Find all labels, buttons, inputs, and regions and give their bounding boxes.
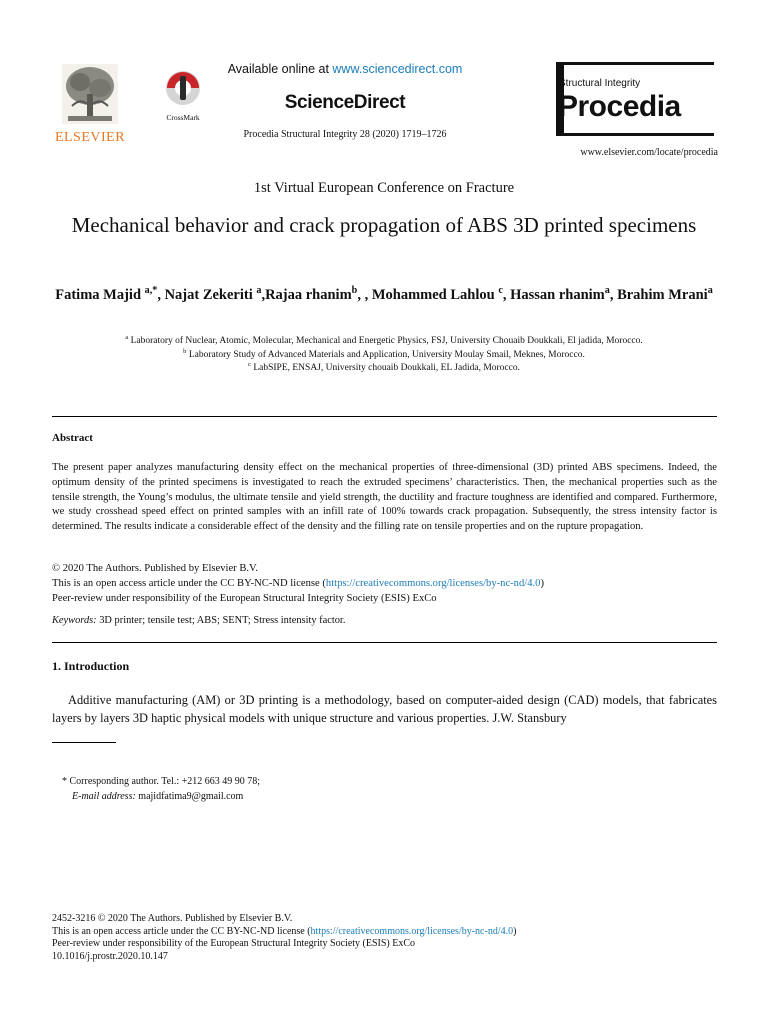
- copyright-line: © 2020 The Authors. Published by Elsevier B.V.: [52, 563, 258, 574]
- author: , Najat Zekeriti: [157, 287, 257, 303]
- author-sup: c: [498, 285, 503, 297]
- journal-url[interactable]: www.elsevier.com/locate/procedia: [580, 147, 718, 158]
- divider: [52, 642, 717, 643]
- issn-line: 2452-3216 © 2020 The Authors. Published by Elsevier B.V.: [52, 913, 293, 924]
- divider: [52, 416, 717, 417]
- crossmark-label: CrossMark: [166, 113, 200, 122]
- email-line: [62, 790, 662, 805]
- affiliations: [50, 335, 718, 376]
- license-prefix: This is an open access article under the CC BY-NC-ND license (: [52, 577, 326, 589]
- author-sup: b: [351, 285, 358, 297]
- footer-license-line: [52, 926, 732, 939]
- footer-license-prefix: This is an open access article under the CC BY-NC-ND license (: [52, 925, 311, 937]
- procedia-logo: [556, 62, 714, 136]
- footnote: [62, 775, 662, 804]
- affiliation-text: Laboratory Study of Advanced Materials and Application, University Moulay Smail, Meknes, Morocco.: [186, 349, 585, 360]
- email-address[interactable]: majidfatima9@gmail.com: [135, 790, 244, 802]
- procedia-bar-bottom: [556, 133, 714, 136]
- affiliation-text: LabSIPE, ENSAJ, University chouaib Doukkali, EL Jadida, Morocco.: [250, 363, 520, 373]
- author: , Hassan rhanim: [502, 287, 605, 303]
- author-sup: a,*: [144, 285, 158, 297]
- available-prefix: Available online at: [227, 62, 333, 76]
- footer-license-suffix: ): [513, 925, 517, 937]
- abstract-text: The present paper analyzes manufacturing density effect on the mechanical properties of three-dimensional (3D) printed ABS specimens. Indeed, the optimum density of the printed specimens is investigated to reach the extruded specimens’ characteristics. Then, the mechanical properties such as the tensile strength, the Young’s modulus, the ultimate tensile and yield strength, the ductility and fracture toughness are identified and compared. Furthermore, we study crosshead speed effect on printed samples with an infill rate of 100% towards crack propagation. Subsequently, the stress intensity factor is determined. The results indicate a considerable effect of the density and the filling rate on tensile properties and on the rupture propagation.: [52, 462, 717, 533]
- procedia-title: Procedia: [558, 90, 681, 123]
- license-suffix: ): [540, 577, 544, 589]
- license-line: [52, 577, 717, 592]
- doi[interactable]: 10.1016/j.prostr.2020.10.147: [52, 950, 168, 962]
- crossmark-badge[interactable]: [158, 68, 208, 120]
- author-sup: a: [256, 285, 262, 297]
- journal-citation: Procedia Structural Integrity 28 (2020) 1719–1726: [243, 129, 447, 140]
- footer-license-link[interactable]: https://creativecommons.org/licenses/by-nc-nd/4.0: [310, 925, 514, 937]
- license-link[interactable]: https://creativecommons.org/licenses/by-nc-nd/4.0: [325, 577, 541, 589]
- footnote-rule: [52, 742, 116, 743]
- author: ,Rajaa rhanim: [261, 287, 352, 303]
- intro-paragraph: Additive manufacturing (AM) or 3D printing is a methodology, based on computer-aided design (CAD) models, that fabricates layers by layers 3D haptic physical models with unique structure and various properties. J.W. Stansbury: [52, 693, 717, 725]
- peer-review-line: Peer-review under responsibility of the European Structural Integrity Society (ESIS) ExCo: [52, 592, 437, 604]
- page-footer: [52, 913, 732, 963]
- author: Fatima Majid: [55, 287, 145, 303]
- keywords-list: 3D printer; tensile test; ABS; SENT; Stress intensity factor.: [96, 615, 346, 626]
- affiliation: [50, 335, 718, 349]
- email-label: E-mail address:: [72, 790, 136, 802]
- author: , Brahim Mrani: [609, 287, 708, 303]
- available-online: [220, 62, 470, 76]
- affiliation-text: Laboratory of Nuclear, Atomic, Molecular, Mechanical and Energetic Physics, FSJ, University Chouaib Doukkali, El jadida, Morocco.: [128, 336, 643, 346]
- author-sup: a: [604, 285, 610, 297]
- section-heading: 1. Introduction: [52, 659, 130, 673]
- keywords: [52, 615, 717, 626]
- procedia-series: Structural Integrity: [559, 78, 641, 89]
- copyright-block: [52, 562, 717, 606]
- elsevier-wordmark: ELSEVIER: [54, 130, 126, 145]
- author: , , Mohammed Lahlou: [357, 287, 499, 303]
- crossmark-icon: [158, 68, 208, 108]
- affiliation: [50, 349, 718, 363]
- elsevier-logo: [52, 58, 128, 148]
- corresponding-author: * Corresponding author. Tel.: +212 663 49 90 78;: [62, 776, 261, 787]
- author-list: [50, 285, 718, 306]
- affiliation-sup: a: [125, 333, 129, 341]
- author-sup: a: [707, 285, 713, 297]
- affiliation: [50, 362, 718, 376]
- conference-name: 1st Virtual European Conference on Fracture: [253, 180, 515, 196]
- footer-peer-review: Peer-review under responsibility of the European Structural Integrity Society (ESIS) ExCo: [52, 938, 416, 949]
- sciencedirect-link[interactable]: www.sciencedirect.com: [332, 62, 463, 76]
- abstract-heading: Abstract: [52, 432, 93, 444]
- procedia-bar-top: [556, 62, 714, 65]
- affiliation-sup: c: [248, 360, 251, 368]
- sciencedirect-wordmark: ScienceDirect: [284, 92, 406, 113]
- paper-title: Mechanical behavior and crack propagation of ABS 3D printed specimens: [71, 213, 697, 237]
- affiliation-sup: b: [183, 347, 187, 355]
- keywords-label: Keywords:: [52, 615, 97, 626]
